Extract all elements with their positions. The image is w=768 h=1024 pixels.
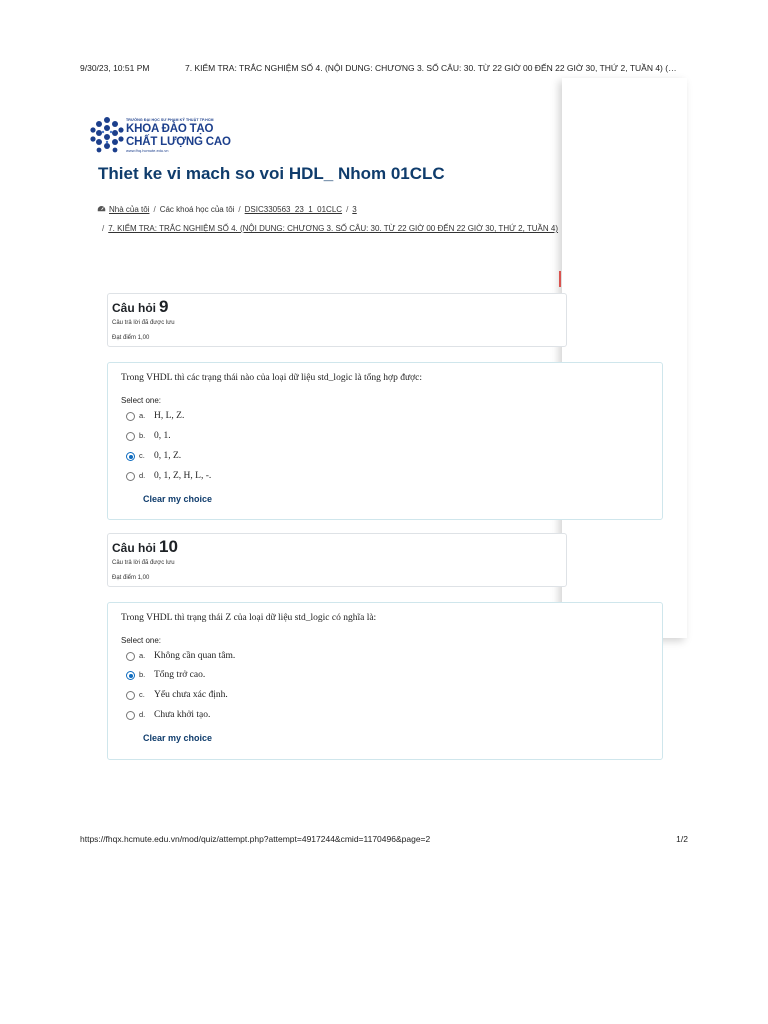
breadcrumb-separator: / [102, 224, 105, 233]
question-info-10 [107, 533, 567, 587]
option-letter: a. [139, 651, 146, 660]
question-number-value: 10 [159, 537, 178, 556]
option-letter: b. [139, 431, 146, 440]
clear-choice-button[interactable]: Clear my choice [143, 494, 213, 504]
breadcrumb [97, 205, 357, 214]
question-content-10 [107, 602, 663, 760]
clear-choice-button[interactable]: Clear my choice [143, 733, 213, 743]
question-label: Câu hỏi [112, 541, 156, 555]
print-url: https://fhqx.hcmute.edu.vn/mod/quiz/attempt.php?attempt=4917244&cmid=1170496&page=2 [80, 834, 431, 844]
option-text[interactable]: Yếu chưa xác định. [154, 690, 228, 700]
option-text[interactable]: Không cần quan tâm. [154, 651, 236, 661]
question-state: Câu trả lời đã được lưu [112, 560, 175, 566]
radio-button[interactable] [126, 711, 135, 720]
option-letter: c. [139, 451, 145, 460]
option-letter: a. [139, 411, 146, 420]
radio-button[interactable] [126, 691, 135, 700]
print-page-number: 1/2 [676, 834, 688, 844]
question-grade: Đạt điểm 1,00 [112, 575, 150, 581]
question-label: Câu hỏi [112, 301, 156, 315]
question-text: Trong VHDL thì các trạng thái nào của loại dữ liệu std_logic là tổng hợp được: [121, 373, 422, 383]
option-text[interactable]: 0, 1, Z, H, L, -. [154, 471, 212, 481]
option-text[interactable]: 0, 1, Z. [154, 451, 182, 461]
breadcrumb-separator: / [346, 205, 349, 214]
logo-line-2: CHẤT LƯỢNG CAO [126, 136, 231, 148]
question-number [112, 537, 178, 557]
question-number-value: 9 [159, 297, 169, 316]
option-text[interactable]: Tổng trở cao. [154, 670, 206, 680]
radio-button[interactable] [126, 412, 135, 421]
breadcrumb-section[interactable]: 3 [352, 205, 357, 214]
print-doc-title: 7. KIỂM TRA: TRẮC NGHIỆM SỐ 4. (NỘI DUNG: CHƯƠNG 3. SỐ CÂU: 30. TỪ 22 GIỜ 00 ĐẾN 22 GIỜ 30, THỨ 2, TUẦN 4) (… [185, 63, 677, 73]
breadcrumb-course-code[interactable]: DSIC330563_23_1_01CLC [244, 205, 343, 214]
dashboard-icon [97, 205, 106, 213]
breadcrumb-separator: / [238, 205, 241, 214]
question-content-9 [107, 362, 663, 520]
select-one-label: Select one: [121, 636, 162, 645]
logo-university-name: TRƯỜNG ĐẠI HỌC SƯ PHẠM KỸ THUẬT TP.HCM [126, 118, 214, 122]
option-text[interactable]: 0, 1. [154, 431, 171, 441]
option-text[interactable]: Chưa khởi tạo. [154, 710, 211, 720]
logo-line-1: KHOA ĐÀO TẠO [126, 123, 214, 135]
faculty-logo[interactable] [90, 116, 231, 156]
breadcrumb-my-courses: Các khoá học của tôi [159, 205, 235, 214]
course-title: Thiet ke vi mach so voi HDL_ Nhom 01CLC [98, 164, 445, 183]
logo-website: www.fhq.hcmute.edu.vn [126, 148, 169, 153]
radio-button[interactable] [126, 472, 135, 481]
question-state: Câu trả lời đã được lưu [112, 320, 175, 326]
radio-button[interactable] [126, 432, 135, 441]
option-letter: c. [139, 690, 145, 699]
breadcrumb-home[interactable]: Nhà của tôi [109, 205, 150, 214]
question-number [112, 297, 168, 317]
question-grade: Đạt điểm 1,00 [112, 335, 150, 341]
breadcrumb-quiz-link[interactable]: 7. KIỂM TRA: TRẮC NGHIỆM SỐ 4. (NỘI DUNG: CHƯƠNG 3. SỐ CÂU: 30. TỪ 22 GIỜ 00 ĐẾN 22 GIỜ 30, THỨ 2, TUẦN 4) [108, 224, 559, 233]
option-letter: b. [139, 670, 146, 679]
option-letter: d. [139, 710, 146, 719]
quiz-navigation-panel [562, 78, 687, 638]
radio-button[interactable] [126, 652, 135, 661]
radio-button-selected[interactable] [126, 671, 135, 680]
question-info-9 [107, 293, 567, 347]
breadcrumb-quiz-row [102, 224, 558, 233]
option-letter: d. [139, 471, 146, 480]
question-text: Trong VHDL thì trạng thái Z của loại dữ liệu std_logic có nghĩa là: [121, 613, 377, 623]
timer-edge-marker [559, 271, 561, 287]
option-text[interactable]: H, L, Z. [154, 411, 185, 421]
dot-cluster-logo-icon [90, 116, 124, 154]
breadcrumb-separator: / [153, 205, 156, 214]
radio-button-selected[interactable] [126, 452, 135, 461]
print-datetime: 9/30/23, 10:51 PM [80, 63, 150, 73]
select-one-label: Select one: [121, 396, 162, 405]
